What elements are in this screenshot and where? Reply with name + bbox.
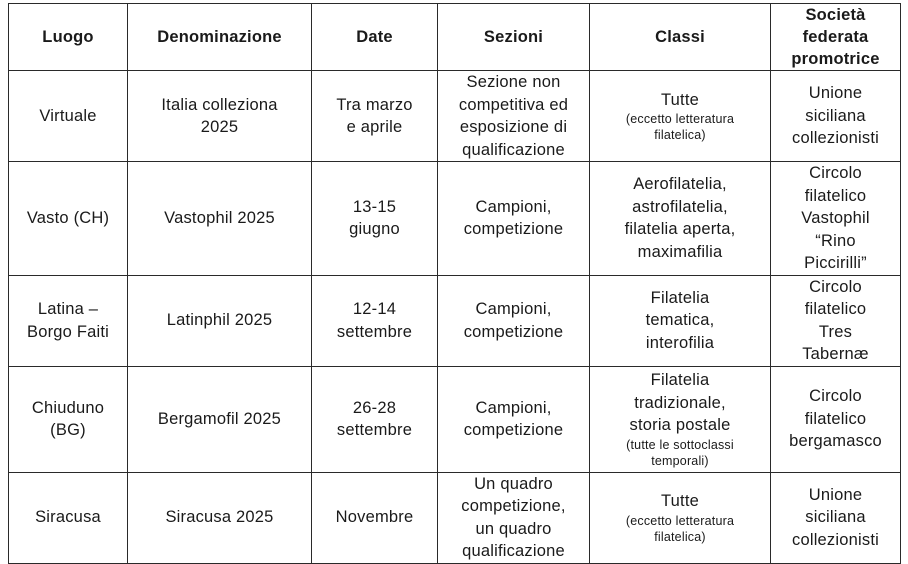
cell-societa: Circolo filatelico Vastophil “Rino Piccirilli”	[771, 162, 901, 276]
header-luogo: Luogo	[9, 4, 128, 71]
cell-classi	[590, 275, 771, 366]
cell-luogo: Siracusa	[9, 472, 128, 563]
cell-societa: Unione siciliana collezionisti	[771, 472, 901, 563]
cell-denominazione: Bergamofil 2025	[128, 366, 312, 472]
table-row	[9, 472, 901, 563]
events-table	[8, 3, 901, 564]
table-row	[9, 71, 901, 162]
table-row	[9, 275, 901, 366]
cell-denominazione: Siracusa 2025	[128, 472, 312, 563]
cell-societa: Circolo filatelico bergamasco	[771, 366, 901, 472]
cell-sezioni: Sezione non competitiva ed esposizione di qualificazione	[438, 71, 590, 162]
classi-note: (eccetto letteratura filatelica)	[625, 513, 735, 544]
header-classi: Classi	[590, 4, 771, 71]
cell-luogo: Chiuduno (BG)	[9, 366, 128, 472]
cell-luogo: Vasto (CH)	[9, 162, 128, 276]
table-row	[9, 366, 901, 472]
cell-societa: Circolo filatelico Tres Tabernæ	[771, 275, 901, 366]
classi-main: Tutte	[661, 492, 699, 511]
header-row	[9, 4, 901, 71]
cell-societa: Unione siciliana collezionisti	[771, 71, 901, 162]
cell-date: 26-28 settembre	[312, 366, 438, 472]
cell-luogo: Virtuale	[9, 71, 128, 162]
classi-note: (eccetto letteratura filatelica)	[625, 112, 735, 143]
cell-sezioni: Campioni, competizione	[438, 275, 590, 366]
events-table-container	[8, 3, 901, 564]
cell-luogo: Latina – Borgo Faiti	[9, 275, 128, 366]
cell-sezioni: Campioni, competizione	[438, 162, 590, 276]
cell-date: Tra marzo e aprile	[312, 71, 438, 162]
cell-classi	[590, 71, 771, 162]
table-row	[9, 162, 901, 276]
cell-classi	[590, 472, 771, 563]
header-societa: Società federata promotrice	[771, 4, 901, 71]
cell-date: Novembre	[312, 472, 438, 563]
cell-date: 13-15 giugno	[312, 162, 438, 276]
header-sezioni: Sezioni	[438, 4, 590, 71]
cell-date: 12-14 settembre	[312, 275, 438, 366]
classi-main: Filatelia tradizionale, storia postale	[629, 371, 731, 435]
classi-main: Tutte	[661, 90, 699, 109]
cell-sezioni: Campioni, competizione	[438, 366, 590, 472]
cell-classi	[590, 366, 771, 472]
classi-main: Aerofilatelia, astrofilatelia, filatelia aperta, maximafilia	[624, 175, 736, 261]
cell-denominazione: Vastophil 2025	[128, 162, 312, 276]
cell-classi	[590, 162, 771, 276]
classi-note: (tutte le sottoclassi temporali)	[626, 437, 734, 468]
header-denominazione: Denominazione	[128, 4, 312, 71]
cell-denominazione: Italia colleziona 2025	[128, 71, 312, 162]
cell-denominazione: Latinphil 2025	[128, 275, 312, 366]
classi-main: Filatelia tematica, interofilia	[645, 288, 715, 352]
header-date: Date	[312, 4, 438, 71]
cell-sezioni: Un quadro competizione, un quadro qualificazione	[438, 472, 590, 563]
